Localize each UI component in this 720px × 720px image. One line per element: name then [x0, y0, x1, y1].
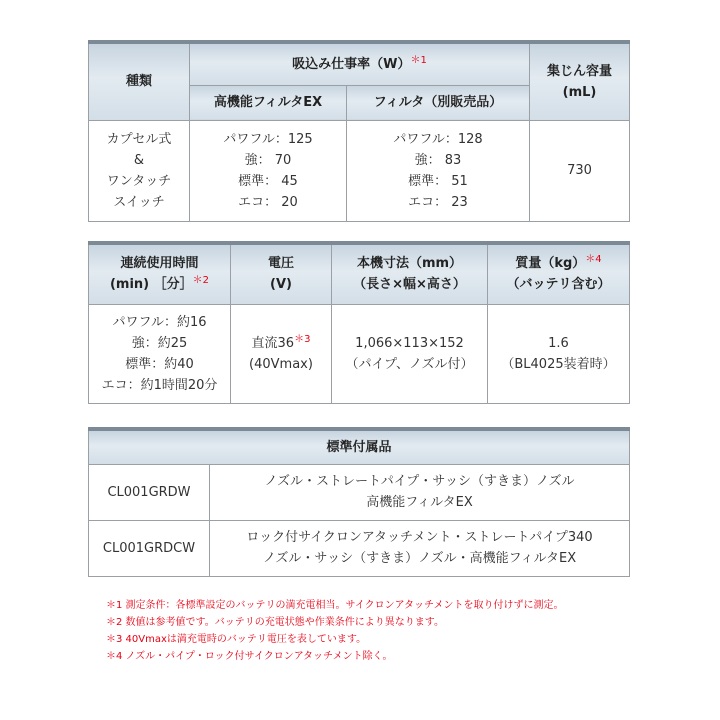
header-capacity-line1: 集じん容量 — [546, 63, 612, 79]
header-suction-label: 吸込み仕事率（W） — [292, 56, 411, 72]
weight-line1: 1.6 — [548, 335, 569, 351]
hp-value: 標準： 45 — [238, 173, 298, 189]
header-dimensions-line2: （長さ×幅×高さ） — [353, 277, 466, 293]
runtime-value: 標準：約40 — [125, 356, 194, 372]
filter-value: 標準： 51 — [408, 173, 468, 189]
subheader-filter: フィルタ（別販売品） — [347, 85, 530, 120]
header-type: 種類 — [89, 42, 190, 120]
header-runtime — [89, 243, 231, 304]
runtime-spec-table — [88, 241, 630, 404]
capacity-value: 730 — [530, 120, 630, 221]
accessory-list — [210, 520, 630, 576]
runtime-values — [89, 304, 231, 403]
type-cell — [89, 120, 190, 221]
header-dimensions — [332, 243, 488, 304]
header-weight — [488, 243, 630, 304]
accessories-table — [88, 427, 630, 577]
filter-value: エコ： 23 — [408, 194, 468, 210]
header-voltage-line1: 電圧 — [267, 256, 294, 272]
accessory-line: ロック付サイクロンアタッチメント・ストレートパイプ340 — [246, 530, 593, 545]
header-dimensions-line1: 本機寸法（mm） — [356, 256, 463, 272]
model-name: CL001GRDCW — [89, 520, 210, 576]
runtime-value: 強：約25 — [131, 335, 188, 351]
voltage-value — [231, 304, 332, 403]
accessory-line: ノズル・サッシ（すきま）ノズル・高機能フィルタEX — [262, 551, 577, 566]
footnote: ＊1 測定条件：各標準設定のバッテリの満充電相当。サイクロンアタッチメントを取り付けずに測定。 — [106, 600, 564, 611]
accessory-line: 高機能フィルタEX — [366, 495, 473, 510]
filter-values — [347, 120, 530, 221]
suction-spec-table — [88, 40, 630, 222]
header-suction — [190, 42, 530, 85]
accessory-list — [210, 464, 630, 520]
note-marker-4: ＊4 — [585, 254, 602, 266]
footnotes — [106, 597, 564, 665]
type-line: カプセル式 — [106, 131, 172, 147]
footnote: ＊4 ノズル・パイプ・ロック付サイクロンアタッチメント除く。 — [106, 651, 393, 662]
type-line: ワンタッチ — [106, 173, 172, 189]
footnote: ＊2 数値は参考値です。バッテリの充電状態や作業条件により異なります。 — [106, 617, 444, 628]
type-line: スイッチ — [113, 194, 165, 210]
footnote: ＊3 40Vmaxは満充電時のバッテリ電圧を表しています。 — [106, 634, 367, 645]
runtime-value: エコ：約1時間20分 — [101, 377, 218, 393]
note-marker-3: ＊3 — [294, 333, 311, 345]
header-weight-line1: 質量（kg） — [515, 256, 586, 272]
header-accessories: 標準付属品 — [89, 429, 630, 464]
hp-value: 強： 70 — [244, 152, 292, 168]
header-capacity-line2: (mL) — [562, 84, 597, 100]
hp-value: エコ： 20 — [238, 194, 298, 210]
hp-filter-values — [190, 120, 347, 221]
table-row — [89, 464, 630, 520]
dimensions-value — [332, 304, 488, 403]
dimensions-line1: 1,066×113×152 — [355, 335, 464, 351]
filter-value: 強： 83 — [414, 152, 462, 168]
accessory-line: ノズル・ストレートパイプ・サッシ（すきま）ノズル — [264, 474, 575, 489]
type-line: & — [133, 152, 145, 168]
header-weight-line2: （バッテリ含む） — [506, 277, 611, 293]
weight-value — [488, 304, 630, 403]
header-runtime-line1: 連続使用時間 — [120, 256, 199, 272]
note-marker-1: ＊1 — [410, 54, 427, 66]
voltage-line2: (40Vmax) — [249, 356, 313, 372]
runtime-value: パワフル：約16 — [112, 314, 207, 330]
header-runtime-line2: (min) ［分］ — [109, 277, 193, 293]
note-marker-2: ＊2 — [192, 275, 210, 287]
subheader-hp-filter: 高機能フィルタEX — [190, 85, 347, 120]
header-voltage-line2: (V) — [270, 277, 292, 293]
dimensions-line2: （パイプ、ノズル付） — [345, 356, 474, 372]
header-voltage — [231, 243, 332, 304]
header-capacity — [530, 42, 630, 120]
model-name: CL001GRDW — [89, 464, 210, 520]
weight-line2: （BL4025装着時） — [501, 356, 616, 372]
filter-value: パワフル：128 — [393, 131, 483, 147]
voltage-line1: 直流36 — [251, 335, 295, 351]
table-row — [89, 520, 630, 576]
hp-value: パワフル：125 — [223, 131, 313, 147]
